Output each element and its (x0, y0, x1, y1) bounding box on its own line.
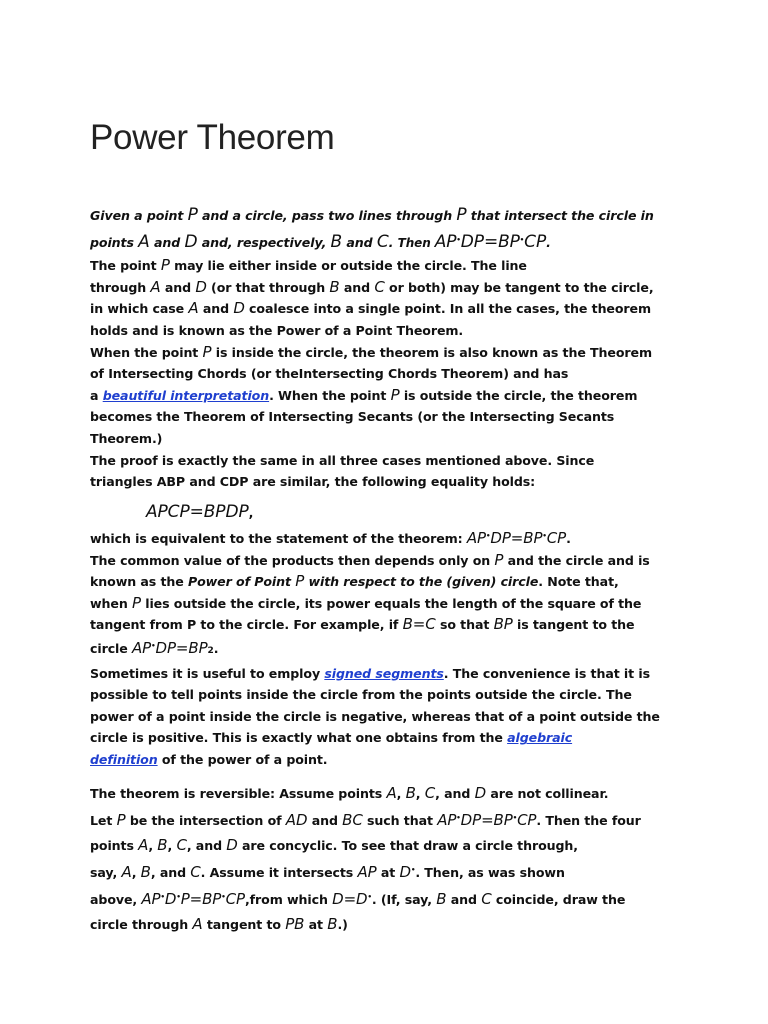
theorem-name: Power of a Point Theorem (276, 322, 459, 338)
p4-line-1: which is equivalent to the statement of the theorem: AP•DP=BP•CP. (90, 528, 571, 547)
p3-line-2: triangles ABP and CDP are similar, the following equality holds: (90, 474, 536, 490)
p2-line-5: Theorem.) (90, 430, 163, 446)
p1-line-4: holds and is known as the Power of a Point Theorem. (90, 322, 464, 338)
p2-line-1: When the point P is inside the circle, the theorem is also known as the Theorem (90, 342, 652, 361)
p6-line-1: Sometimes it is useful to employ signed segments. The convenience is that it is (90, 665, 650, 681)
p6-line-3: power of a point inside the circle is negative, whereas that of a point outside the (90, 708, 660, 724)
algebraic-definition-link[interactable]: algebraic (507, 730, 573, 746)
p6-line-4: circle is positive. This is exactly what one obtains from the algebraic (90, 730, 573, 746)
p2-line-4: becomes the Theorem of Intersecting Secants (or the Intersecting Secants (90, 409, 615, 425)
p5-line-2: known as the Power of Point P with respect to the (given) circle. Note that, (90, 572, 619, 591)
p7-line-2: Let P be the intersection of AD and BC such that AP•DP=BP•CP. Then the four (90, 810, 641, 829)
intro-line-2: points A and D and, respectively, B and C. Then AP•DP=BP•CP. (90, 232, 551, 253)
article-body (90, 203, 690, 937)
p6-line-2: possible to tell points inside the circle from the points outside the circle. The (90, 687, 632, 703)
p6-line-5: definition of the power of a point. (90, 752, 328, 768)
p1-line-2: through A and D (or that through B and C or both) may be tangent to the circle, (90, 277, 654, 296)
p2-line-3: a beautiful interpretation. When the point P is outside the circle, the theorem (90, 385, 638, 404)
formula: APCP=BPDP, (146, 501, 254, 522)
p1-line-1: The point P may lie either inside or outside the circle. The line (90, 256, 527, 275)
p7-line-3: points A, B, C, and D are concyclic. To see that draw a circle through, (90, 835, 578, 854)
algebraic-definition-link-cont[interactable]: definition (90, 752, 158, 768)
p7-line-4: say, A, B, and C. Assume it intersects AP at D•. Then, as was shown (90, 863, 565, 881)
p7-line-6: circle through A tangent to PB at B.) (90, 915, 348, 934)
p2-line-2: of Intersecting Chords (or theIntersecting Chords Theorem) and has (90, 366, 569, 382)
page-title: Power Theorem (90, 118, 335, 157)
intro-line-1: Given a point P and a circle, pass two lines through P that intersect the circle in (90, 205, 654, 225)
p5-line-3: when P lies outside the circle, its power equals the length of the square of the (90, 593, 642, 612)
p5-line-4: tangent from P to the circle. For example, if B=C so that BP is tangent to the (90, 615, 635, 634)
beautiful-interpretation-link[interactable]: beautiful interpretation (102, 387, 270, 403)
p3-line-1: The proof is exactly the same in all three cases mentioned above. Since (90, 452, 595, 468)
p7-line-1: The theorem is reversible: Assume points A, B, C, and D are not collinear. (90, 783, 609, 802)
signed-segments-link[interactable]: signed segments (324, 665, 444, 681)
p5-line-5: circle AP•DP=BP2. (90, 639, 219, 658)
p7-line-5: above, AP•D•P=BP•CP,from which D=D•. (If, say, B and C coincide, draw the (90, 890, 626, 909)
p5-line-1: The common value of the products then depends only on P and the circle and is (90, 550, 650, 569)
p1-line-3: in which case A and D coalesce into a single point. In all the cases, the theorem (90, 299, 652, 318)
